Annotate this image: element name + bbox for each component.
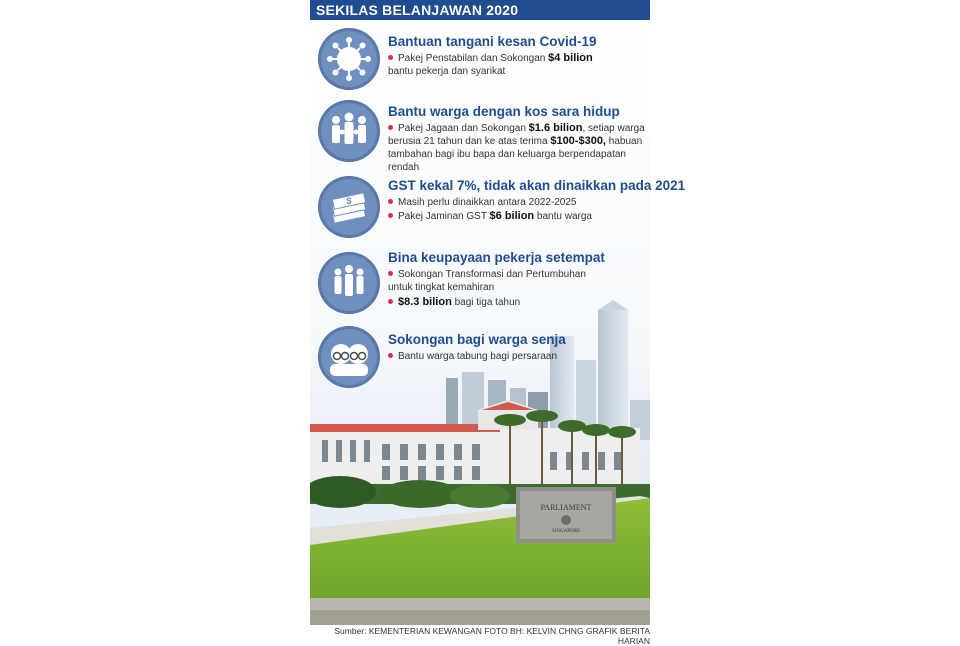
elderly-couple-icon [318,326,380,388]
virus-icon [318,28,380,90]
bullet-dot [388,213,393,218]
bullet-item: Pakej Penstabilan dan Sokongan $4 bilion bantu pekerja dan syarikat [388,52,593,77]
section-title: Bina keupayaan pekerja setempat [388,250,605,265]
bullet-item: Pakej Jaminan GST $6 bilion bantu warga [388,210,646,223]
sign-subtext: SINGAPORE [551,529,581,534]
workers-icon [318,252,380,314]
bullet-dot [388,271,393,276]
bullet-item: $8.3 bilion bagi tiga tahun [388,296,646,309]
infographic-panel [310,0,686,646]
svg-text:$: $ [346,196,352,206]
bullet-dot [388,353,393,358]
section-title: Sokongan bagi warga senja [388,332,566,347]
bullet-dot [388,199,393,204]
family-icon [318,100,380,162]
bullet-item: Masih perlu dinaikkan antara 2022-2025 [388,196,646,209]
bullet-item: Bantu warga tabung bagi persaraan [388,350,646,363]
section-title: Bantuan tangani kesan Covid-19 [388,34,597,49]
bullet-item: Sokongan Transformasi dan Pertumbuhan untuk tingkat kemahiran [388,269,586,293]
bullet-item: Pakej Jagaan dan Sokongan $1.6 bilion, setiap warga berusia 21 tahun dan ke atas terima $100-$300, habuan tambahan bagi ibu bapa dan keluarga berpendapatan rendah [388,122,645,173]
bullet-dot [388,125,393,130]
bullet-dot [388,299,393,304]
source-credit: Sumber: KEMENTERIAN KEWANGAN FOTO BH: KELVIN CHNG GRAFIK BERITA HARIAN [334,626,650,646]
sign-text: PARLIAMENT [540,503,592,512]
money-stack-icon [318,176,380,238]
section-title: Bantu warga dengan kos sara hidup [388,104,620,119]
bullet-dot [388,55,393,60]
section-title: GST kekal 7%, tidak akan dinaikkan pada 2021 [388,178,686,193]
header-bar [310,0,650,20]
header-title: SEKILAS BELANJAWAN 2020 [316,2,519,18]
